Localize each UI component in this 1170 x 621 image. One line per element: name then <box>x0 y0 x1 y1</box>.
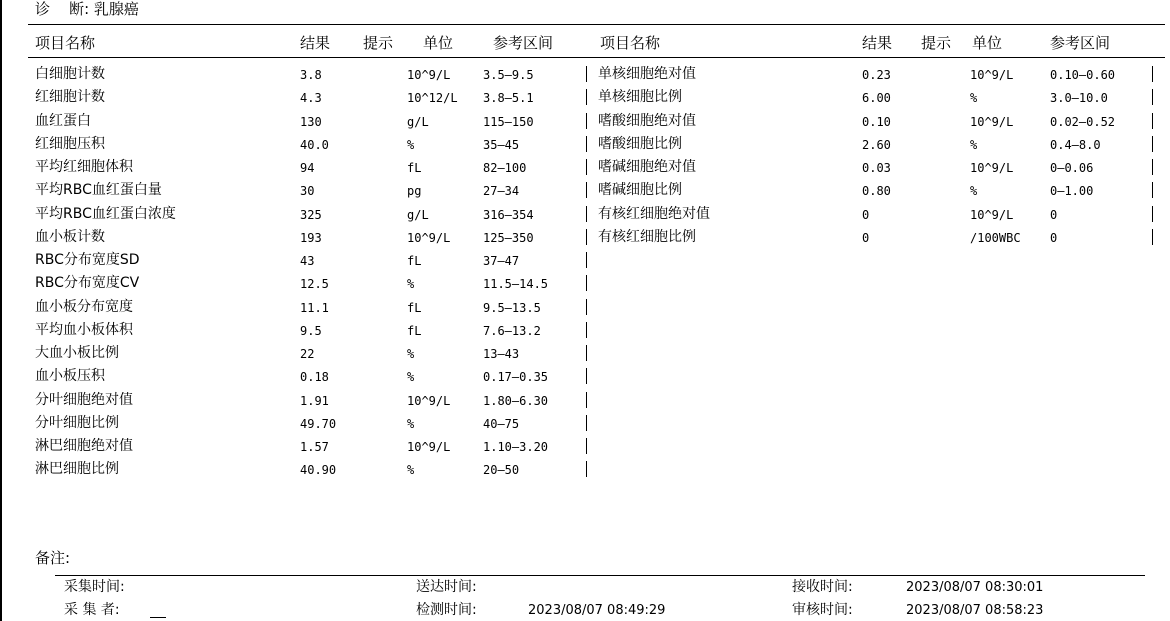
column-separator <box>586 299 587 315</box>
item-range: 20—50 <box>483 463 520 478</box>
item-unit: 10^9/L <box>407 230 451 245</box>
item-result: 193 <box>300 230 322 245</box>
column-separator <box>586 438 587 454</box>
item-result: 22 <box>300 347 315 361</box>
item-unit: % <box>407 137 415 152</box>
item-name: 有核红细胞绝对值 <box>598 205 710 222</box>
item-range: 13—43 <box>483 347 520 361</box>
item-unit: 10^9/L <box>407 68 451 82</box>
column-separator <box>586 182 587 198</box>
item-result: 0.80 <box>862 184 891 199</box>
item-range: 0.17—0.35 <box>483 370 549 385</box>
column-separator <box>586 275 587 291</box>
header-bottom-rule <box>28 57 1165 58</box>
item-result: 94 <box>300 161 315 175</box>
collector-label: 采 集 者: <box>64 602 120 618</box>
item-name: 平均血小板体积 <box>35 321 133 338</box>
item-name: RBC分布宽度SD <box>35 252 140 268</box>
item-name: 分叶细胞绝对值 <box>35 391 133 408</box>
item-name: 嗜碱细胞绝对值 <box>598 159 696 175</box>
review-time-label: 审核时间: <box>792 602 853 618</box>
item-unit: 10^9/L <box>970 114 1014 129</box>
item-name: 嗜酸细胞比例 <box>598 135 682 152</box>
column-separator <box>586 415 587 431</box>
item-result: 12.5 <box>300 277 329 292</box>
item-result: 0.03 <box>862 161 891 175</box>
item-result: 40.90 <box>300 463 337 478</box>
item-result: 6.00 <box>862 91 891 106</box>
footer-rule <box>55 575 1145 576</box>
item-name: 单核细胞比例 <box>598 89 682 106</box>
column-separator <box>586 89 587 105</box>
column-separator <box>586 368 587 384</box>
item-name: 红细胞压积 <box>35 135 105 152</box>
left-header-range: 参考区间 <box>493 34 554 52</box>
item-result: 130 <box>300 114 322 129</box>
item-unit: fL <box>407 161 422 175</box>
column-separator <box>1152 113 1153 129</box>
item-result: 49.70 <box>300 416 337 431</box>
item-range: 0 <box>1050 207 1058 222</box>
item-result: 325 <box>300 207 322 222</box>
item-range: 11.5—14.5 <box>483 277 549 292</box>
item-unit: fL <box>407 254 422 268</box>
item-range: 0—0.06 <box>1050 161 1094 175</box>
item-name: 平均RBC血红蛋白浓度 <box>35 205 176 222</box>
item-range: 40—75 <box>483 416 520 431</box>
right-header-name: 项目名称 <box>600 34 661 52</box>
item-name: 血小板计数 <box>35 228 105 245</box>
column-separator <box>586 113 587 129</box>
item-range: 115—150 <box>483 114 534 129</box>
item-name: 平均RBC血红蛋白量 <box>35 182 162 199</box>
left-header-name: 项目名称 <box>35 34 96 52</box>
test-time-label: 检测时间: <box>416 602 477 618</box>
item-result: 4.3 <box>300 91 322 106</box>
column-separator <box>586 252 587 268</box>
item-result: 11.1 <box>300 300 329 315</box>
item-unit: 10^9/L <box>970 68 1014 82</box>
column-separator <box>1152 182 1153 198</box>
receive-time-value: 2023/08/07 08:30:01 <box>906 580 1044 595</box>
item-unit: % <box>970 137 978 152</box>
diagnosis-line <box>35 0 139 18</box>
column-separator <box>1152 159 1153 175</box>
column-separator <box>1152 89 1153 105</box>
item-range: 37—47 <box>483 254 520 268</box>
item-name: 红细胞计数 <box>35 89 105 106</box>
item-result: 0.18 <box>300 370 329 385</box>
item-result: 0 <box>862 230 870 245</box>
item-name: 白细胞计数 <box>35 66 105 82</box>
item-range: 27—34 <box>483 184 520 199</box>
item-unit: 10^9/L <box>970 207 1014 222</box>
item-result: 30 <box>300 184 315 199</box>
collect-time-label: 采集时间: <box>64 579 125 595</box>
column-separator <box>586 159 587 175</box>
item-result: 2.60 <box>862 137 891 152</box>
item-name: 嗜碱细胞比例 <box>598 182 682 199</box>
item-unit: 10^12/L <box>407 91 458 106</box>
item-name: 血小板压积 <box>35 368 105 385</box>
right-header-range: 参考区间 <box>1050 34 1111 52</box>
column-separator <box>586 229 587 245</box>
item-name: RBC分布宽度CV <box>35 275 140 292</box>
item-unit: g/L <box>407 207 429 222</box>
item-range: 9.5—13.5 <box>483 300 541 315</box>
item-name: 血小板分布宽度 <box>35 298 133 315</box>
item-range: 316—354 <box>483 207 534 222</box>
item-result: 0.23 <box>862 68 891 82</box>
item-unit: % <box>407 370 415 385</box>
text-cursor-mark <box>150 617 166 618</box>
item-name: 有核红细胞比例 <box>598 228 696 245</box>
column-separator <box>586 345 587 361</box>
item-unit: % <box>407 347 415 361</box>
left-header-result: 结果 <box>300 34 331 52</box>
item-unit: % <box>407 463 415 478</box>
item-unit: % <box>970 91 978 106</box>
item-range: 3.5—9.5 <box>483 68 534 82</box>
item-name: 血红蛋白 <box>35 112 91 129</box>
item-unit: fL <box>407 300 422 315</box>
column-separator <box>1152 136 1153 152</box>
column-separator <box>586 322 587 338</box>
item-name: 大血小板比例 <box>35 345 119 361</box>
item-range: 3.8—5.1 <box>483 91 534 106</box>
item-result: 1.91 <box>300 393 329 408</box>
item-unit: pg <box>407 184 422 199</box>
item-result: 43 <box>300 254 315 268</box>
right-header-hint: 提示 <box>921 34 952 52</box>
column-separator <box>586 206 587 222</box>
column-separator <box>586 136 587 152</box>
test-time-value: 2023/08/07 08:49:29 <box>528 603 666 618</box>
right-header-unit: 单位 <box>972 34 1003 52</box>
left-header-unit: 单位 <box>423 34 454 52</box>
column-separator <box>1152 206 1153 222</box>
diagnosis-value: 乳腺癌 <box>93 0 139 18</box>
item-range: 3.0—10.0 <box>1050 91 1108 106</box>
column-separator <box>586 392 587 408</box>
left-border <box>0 0 2 621</box>
item-unit: % <box>407 277 415 292</box>
item-result: 1.57 <box>300 440 329 454</box>
item-unit: 10^9/L <box>970 161 1014 175</box>
column-separator <box>586 66 587 82</box>
item-name: 平均红细胞体积 <box>35 159 133 175</box>
item-result: 0 <box>862 207 870 222</box>
receive-time-label: 接收时间: <box>792 579 853 595</box>
item-range: 125—350 <box>483 230 534 245</box>
item-unit: 10^9/L <box>407 440 451 454</box>
remark-label: 备注: <box>35 549 71 567</box>
header-top-rule <box>28 24 1165 25</box>
review-time-value: 2023/08/07 08:58:23 <box>906 603 1044 618</box>
item-unit: g/L <box>407 114 429 129</box>
right-header-result: 结果 <box>862 34 893 52</box>
column-separator <box>586 461 587 477</box>
send-time-label: 送达时间: <box>416 579 477 595</box>
left-header-hint: 提示 <box>363 34 394 52</box>
item-unit: % <box>970 184 978 199</box>
column-separator <box>1152 229 1153 245</box>
item-unit: fL <box>407 323 422 338</box>
item-name: 淋巴细胞比例 <box>35 461 119 478</box>
item-range: 82—100 <box>483 161 527 175</box>
item-range: 0.02—0.52 <box>1050 114 1116 129</box>
item-unit: /100WBC <box>970 230 1021 245</box>
item-range: 0—1.00 <box>1050 184 1094 199</box>
diagnosis-label: 诊 断: <box>35 0 90 18</box>
item-range: 0 <box>1050 230 1058 245</box>
column-separator <box>1152 66 1153 82</box>
item-result: 40.0 <box>300 137 329 152</box>
item-name: 单核细胞绝对值 <box>598 66 696 82</box>
item-unit: % <box>407 416 415 431</box>
item-unit: 10^9/L <box>407 393 451 408</box>
item-range: 0.10—0.60 <box>1050 68 1116 82</box>
item-range: 0.4—8.0 <box>1050 137 1101 152</box>
item-range: 1.10—3.20 <box>483 440 549 454</box>
item-range: 7.6—13.2 <box>483 323 541 338</box>
item-range: 35—45 <box>483 137 520 152</box>
item-range: 1.80—6.30 <box>483 393 549 408</box>
item-name: 嗜酸细胞绝对值 <box>598 112 696 129</box>
item-name: 淋巴细胞绝对值 <box>35 438 133 454</box>
item-result: 3.8 <box>300 68 322 82</box>
item-result: 9.5 <box>300 323 322 338</box>
item-name: 分叶细胞比例 <box>35 414 119 431</box>
item-result: 0.10 <box>862 114 891 129</box>
